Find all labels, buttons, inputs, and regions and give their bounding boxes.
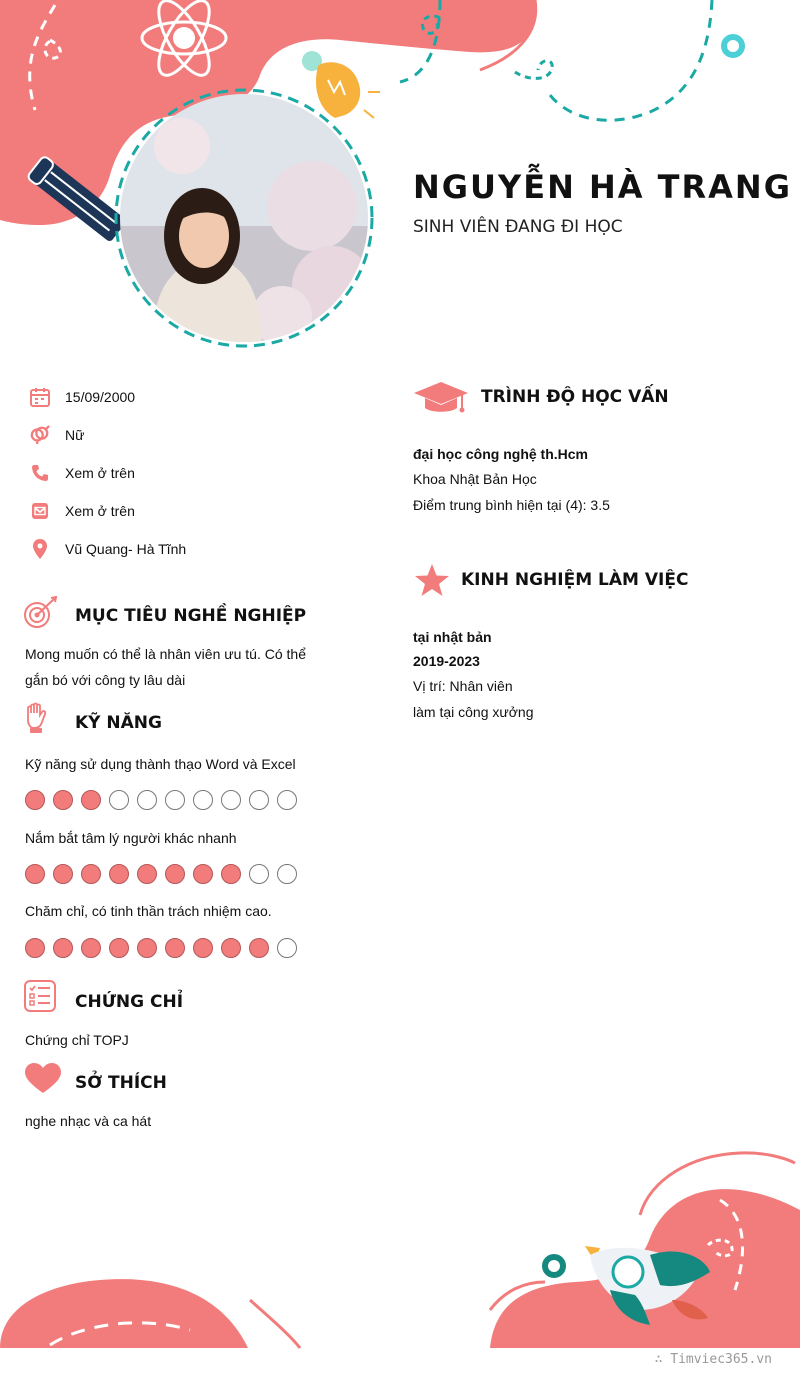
rating-dot <box>249 864 269 884</box>
skill-3-name: Chăm chỉ, có tinh thần trách nhiệm cao. <box>25 903 272 919</box>
rating-dot <box>221 790 241 810</box>
profile-photo <box>112 86 376 350</box>
contact-email <box>30 500 135 522</box>
rating-dot <box>193 790 213 810</box>
rating-dot <box>53 790 73 810</box>
skill-2-name: Nắm bắt tâm lý người khác nhanh <box>25 830 237 846</box>
checklist-icon <box>24 980 56 1017</box>
rating-dot <box>81 790 101 810</box>
rating-dot <box>249 790 269 810</box>
bottom-left-blob <box>0 1279 248 1348</box>
dashed-curve-right <box>550 0 712 120</box>
job-title: SINH VIÊN ĐANG ĐI HỌC <box>413 217 623 237</box>
heart-icon <box>24 1062 62 1099</box>
skill-1-name: Kỹ năng sử dụng thành thạo Word và Excel <box>25 756 296 772</box>
rating-dot <box>137 790 157 810</box>
fist-icon <box>24 702 50 739</box>
rating-dot <box>25 790 45 810</box>
birthday-value: 15/09/2000 <box>65 389 136 405</box>
email-value: Xem ở trên <box>65 503 135 519</box>
experience-position: Vị trí: Nhân viên <box>413 678 513 694</box>
rating-dot <box>165 864 185 884</box>
rating-dot <box>25 938 45 958</box>
star-icon <box>414 563 450 602</box>
phone-value: Xem ở trên <box>65 465 135 481</box>
rating-dot <box>109 790 129 810</box>
rating-dot <box>53 864 73 884</box>
rating-dot <box>221 938 241 958</box>
skill-3-rating <box>25 938 297 958</box>
contact-gender <box>30 424 85 446</box>
rating-dot <box>109 938 129 958</box>
location-pin-icon <box>30 539 50 559</box>
rating-dot <box>277 938 297 958</box>
rating-dot <box>81 938 101 958</box>
address-value: Vũ Quang- Hà Tĩnh <box>65 541 187 557</box>
calendar-icon <box>30 387 50 407</box>
objective-heading: MỤC TIÊU NGHỀ NGHIỆP <box>75 606 307 626</box>
rating-dot <box>81 864 101 884</box>
skill-2-rating <box>25 864 297 884</box>
objective-text-line-2: gắn bó với công ty lâu dài <box>25 672 186 688</box>
rating-dot <box>277 790 297 810</box>
target-icon <box>23 596 59 635</box>
rating-dot <box>221 864 241 884</box>
gender-icon <box>30 425 50 445</box>
gender-value: Nữ <box>65 427 85 443</box>
contact-birthday <box>30 386 136 408</box>
skills-heading: KỸ NĂNG <box>75 713 162 733</box>
education-major: Khoa Nhật Bản Học <box>413 471 537 487</box>
skill-1-rating <box>25 790 297 810</box>
hobbies-value: nghe nhạc và ca hát <box>25 1113 152 1129</box>
rating-dot <box>165 938 185 958</box>
hobbies-heading: SỞ THÍCH <box>75 1073 167 1093</box>
contact-address <box>30 538 187 560</box>
experience-period: 2019-2023 <box>413 653 480 669</box>
experience-heading: KINH NGHIỆM LÀM VIỆC <box>461 570 689 590</box>
full-name: NGUYỄN HÀ TRANG <box>413 168 792 206</box>
rating-dot <box>249 938 269 958</box>
graduation-cap-icon <box>413 381 469 420</box>
education-gpa: Điểm trung bình hiện tại (4): 3.5 <box>413 497 610 513</box>
education-school: đại học công nghệ th.Hcm <box>413 446 589 462</box>
rating-dot <box>53 938 73 958</box>
rating-dot <box>193 864 213 884</box>
certificates-heading: CHỨNG CHỈ <box>75 992 184 1012</box>
contact-phone <box>30 462 135 484</box>
mail-icon <box>30 501 50 521</box>
education-heading: TRÌNH ĐỘ HỌC VẤN <box>481 387 669 407</box>
rating-dot <box>109 864 129 884</box>
rating-dot <box>165 790 185 810</box>
watermark: ∴ Timviec365.vn <box>654 1352 772 1367</box>
rating-dot <box>25 864 45 884</box>
phone-icon <box>30 463 50 483</box>
objective-text-line-1: Mong muốn có thể là nhân viên ưu tú. Có thể <box>25 646 306 662</box>
experience-company: tại nhật bản <box>413 629 492 645</box>
certificate-value: Chứng chỉ TOPJ <box>25 1032 129 1048</box>
rating-dot <box>137 938 157 958</box>
teal-ring <box>724 37 742 55</box>
rating-dot <box>137 864 157 884</box>
experience-description: làm tại công xưởng <box>413 704 534 720</box>
rating-dot <box>277 864 297 884</box>
rating-dot <box>193 938 213 958</box>
